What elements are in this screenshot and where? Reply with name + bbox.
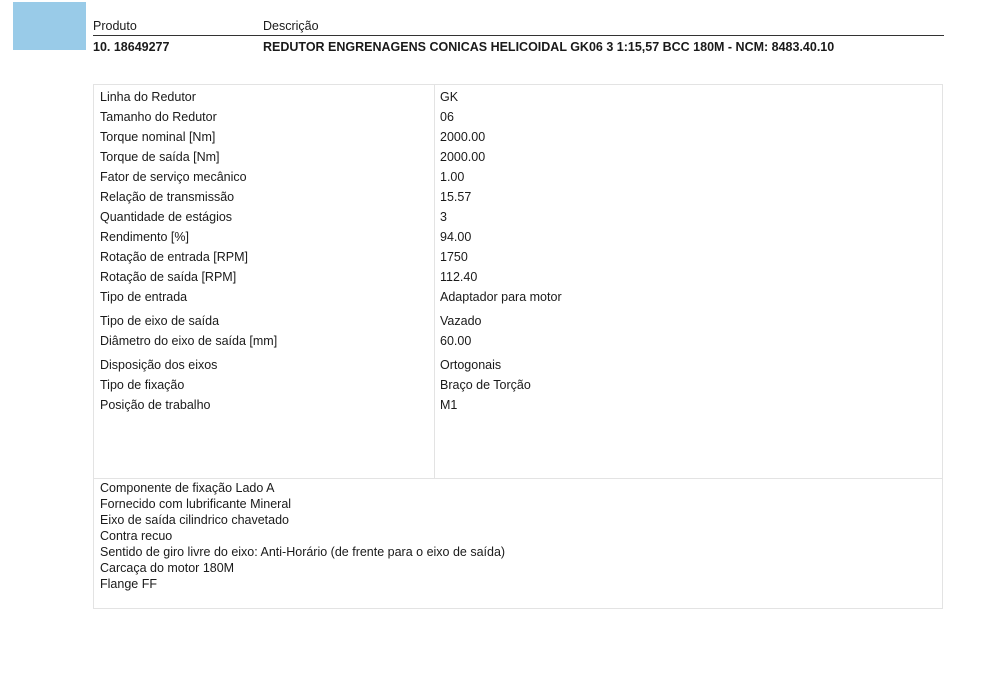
notes-divider [94,478,942,479]
spec-value: 1.00 [440,170,465,184]
spec-label: Tamanho do Redutor [100,110,217,124]
specifications-box [93,84,943,609]
spec-row-tipo-eixo [94,311,942,331]
spec-row-tamanho [94,107,942,127]
spec-row-disposicao [94,355,942,375]
spec-label: Linha do Redutor [100,90,196,104]
spec-value: M1 [440,398,458,412]
spec-row-rotacao-saida [94,267,942,287]
spec-value: 15.57 [440,190,472,204]
description-column-label: Descrição [263,19,319,33]
logo-block [13,2,86,50]
spec-label: Tipo de entrada [100,290,188,304]
note-line: Carcaça do motor 180M [100,561,235,575]
spec-label: Rendimento [%] [100,230,189,244]
spec-value: 2000.00 [440,130,486,144]
spec-value: 2000.00 [440,150,486,164]
note-line: Contra recuo [100,529,173,543]
spec-label: Relação de transmissão [100,190,235,204]
spec-label: Rotação de entrada [RPM] [100,250,248,264]
spec-row-torque-saida [94,147,942,167]
spec-row-rendimento [94,227,942,247]
spec-label: Quantidade de estágios [100,210,233,224]
spec-value: Ortogonais [440,358,502,372]
spec-value: 1750 [440,250,468,264]
spec-value: Braço de Torção [440,378,531,392]
product-code: 10. 18649277 [93,40,170,54]
spec-label: Posição de trabalho [100,398,211,412]
spec-row-fixacao [94,375,942,395]
spec-row-estagios [94,207,942,227]
header-rule [93,35,944,36]
spec-value: 112.40 [440,270,478,284]
spec-label: Torque de saída [Nm] [100,150,220,164]
product-description: REDUTOR ENGRENAGENS CONICAS HELICOIDAL GK06 3 1:15,57 BCC 180M - NCM: 8483.40.10 [263,40,835,54]
spec-value: GK [440,90,459,104]
note-line: Eixo de saída cilindrico chavetado [100,513,290,527]
spec-label: Torque nominal [Nm] [100,130,216,144]
note-line: Sentido de giro livre do eixo: Anti-Horário (de frente para o eixo de saída) [100,545,506,559]
spec-row-tipo-entrada [94,287,942,307]
spec-label: Tipo de eixo de saída [100,314,220,328]
spec-row-fator-servico [94,167,942,187]
note-line: Componente de fixação Lado A [100,481,275,495]
spec-row-diametro-eixo [94,331,942,351]
spec-value: 94.00 [440,230,472,244]
spec-row-rotacao-entrada [94,247,942,267]
spec-row-linha [94,87,942,107]
spec-label: Disposição dos eixos [100,358,218,372]
spec-value: Vazado [440,314,482,328]
spec-value: 06 [440,110,454,124]
note-line: Flange FF [100,577,157,591]
spec-row-posicao [94,395,942,415]
note-line: Fornecido com lubrificante Mineral [100,497,292,511]
spec-label: Fator de serviço mecânico [100,170,247,184]
spec-row-relacao [94,187,942,207]
spec-label: Tipo de fixação [100,378,185,392]
spec-label: Diâmetro do eixo de saída [mm] [100,334,278,348]
product-column-label: Produto [93,19,137,33]
spec-value: 60.00 [440,334,472,348]
notes-list [100,480,505,592]
spec-value: Adaptador para motor [440,290,562,304]
spec-row-torque-nominal [94,127,942,147]
spec-label: Rotação de saída [RPM] [100,270,237,284]
spec-value: 3 [440,210,447,224]
